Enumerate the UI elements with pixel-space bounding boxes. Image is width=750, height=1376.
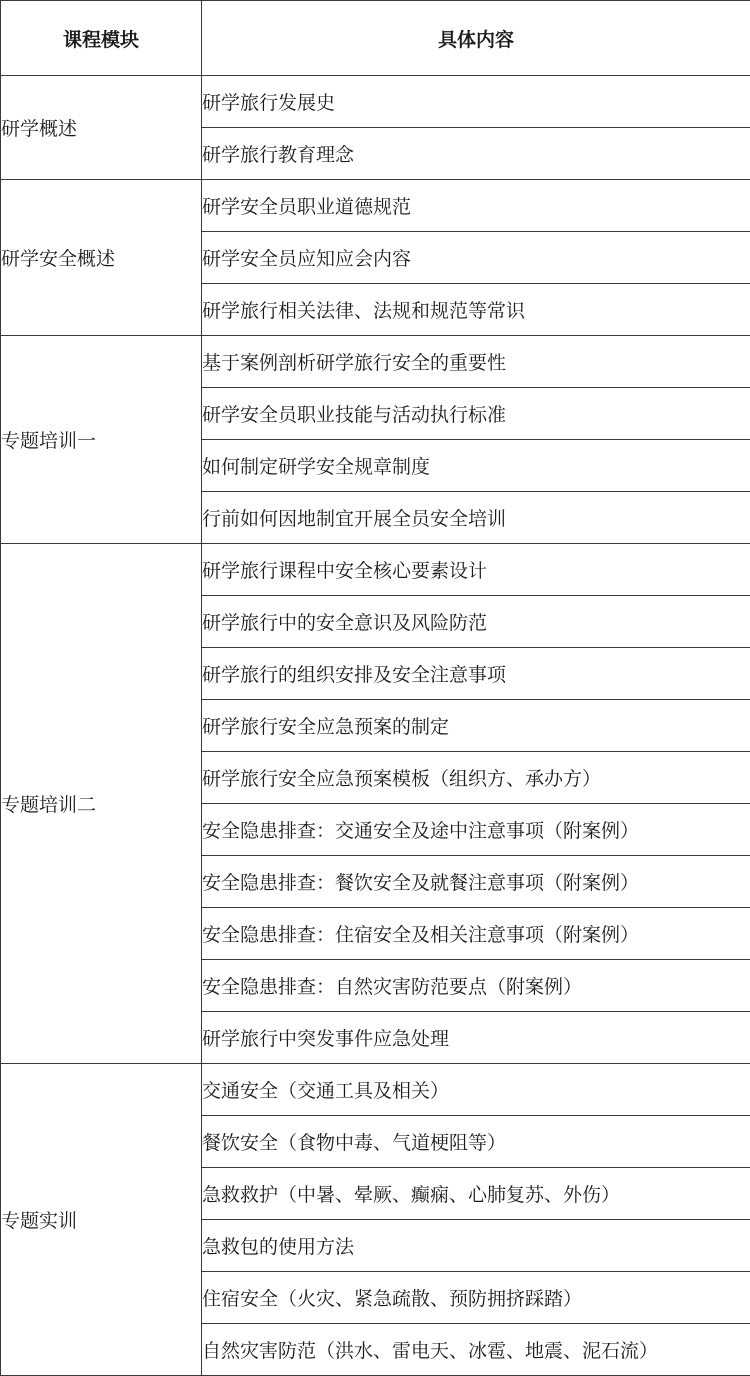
- content-item: 研学旅行相关法律、法规和规范等常识: [202, 284, 750, 336]
- content-item: 自然灾害防范（洪水、雷电天、冰雹、地震、泥石流）: [202, 1324, 750, 1376]
- table-header: [1, 1, 750, 76]
- content-item: 安全隐患排查：餐饮安全及就餐注意事项（附案例）: [202, 856, 750, 908]
- content-item: 研学旅行课程中安全核心要素设计: [202, 544, 750, 596]
- content-item: 交通安全（交通工具及相关）: [202, 1064, 750, 1116]
- module-name: 研学安全概述: [1, 180, 202, 336]
- content-item: 研学旅行安全应急预案的制定: [202, 700, 750, 752]
- header-row: [1, 1, 750, 76]
- module-name: 专题培训二: [1, 544, 202, 1064]
- content-item: 安全隐患排查：住宿安全及相关注意事项（附案例）: [202, 908, 750, 960]
- content-item: 餐饮安全（食物中毒、气道梗阻等）: [202, 1116, 750, 1168]
- content-item: 研学安全员职业道德规范: [202, 180, 750, 232]
- content-item: 如何制定研学安全规章制度: [202, 440, 750, 492]
- content-item: 基于案例剖析研学旅行安全的重要性: [202, 336, 750, 388]
- content-item: 安全隐患排查：交通安全及途中注意事项（附案例）: [202, 804, 750, 856]
- content-item: 研学安全员职业技能与活动执行标准: [202, 388, 750, 440]
- content-item: 急救包的使用方法: [202, 1220, 750, 1272]
- header-content: 具体内容: [202, 1, 750, 76]
- content-item: 研学旅行发展史: [202, 76, 750, 128]
- content-item: 研学旅行安全应急预案模板（组织方、承办方）: [202, 752, 750, 804]
- content-item: 研学旅行的组织安排及安全注意事项: [202, 648, 750, 700]
- module-name: 专题实训: [1, 1064, 202, 1376]
- table-body: [1, 76, 750, 1376]
- content-item: 研学安全员应知应会内容: [202, 232, 750, 284]
- table-row: [1, 544, 750, 596]
- table-row: [1, 180, 750, 232]
- module-name: 专题培训一: [1, 336, 202, 544]
- table-row: [1, 1064, 750, 1116]
- table-row: [1, 76, 750, 128]
- content-item: 安全隐患排查：自然灾害防范要点（附案例）: [202, 960, 750, 1012]
- content-item: 研学旅行中突发事件应急处理: [202, 1012, 750, 1064]
- table-row: [1, 336, 750, 388]
- content-item: 住宿安全（火灾、紧急疏散、预防拥挤踩踏）: [202, 1272, 750, 1324]
- content-item: 急救救护（中暑、晕厥、癫痫、心肺复苏、外伤）: [202, 1168, 750, 1220]
- content-item: 行前如何因地制宜开展全员安全培训: [202, 492, 750, 544]
- content-item: 研学旅行教育理念: [202, 128, 750, 180]
- content-item: 研学旅行中的安全意识及风险防范: [202, 596, 750, 648]
- header-module: 课程模块: [1, 1, 202, 76]
- module-name: 研学概述: [1, 76, 202, 180]
